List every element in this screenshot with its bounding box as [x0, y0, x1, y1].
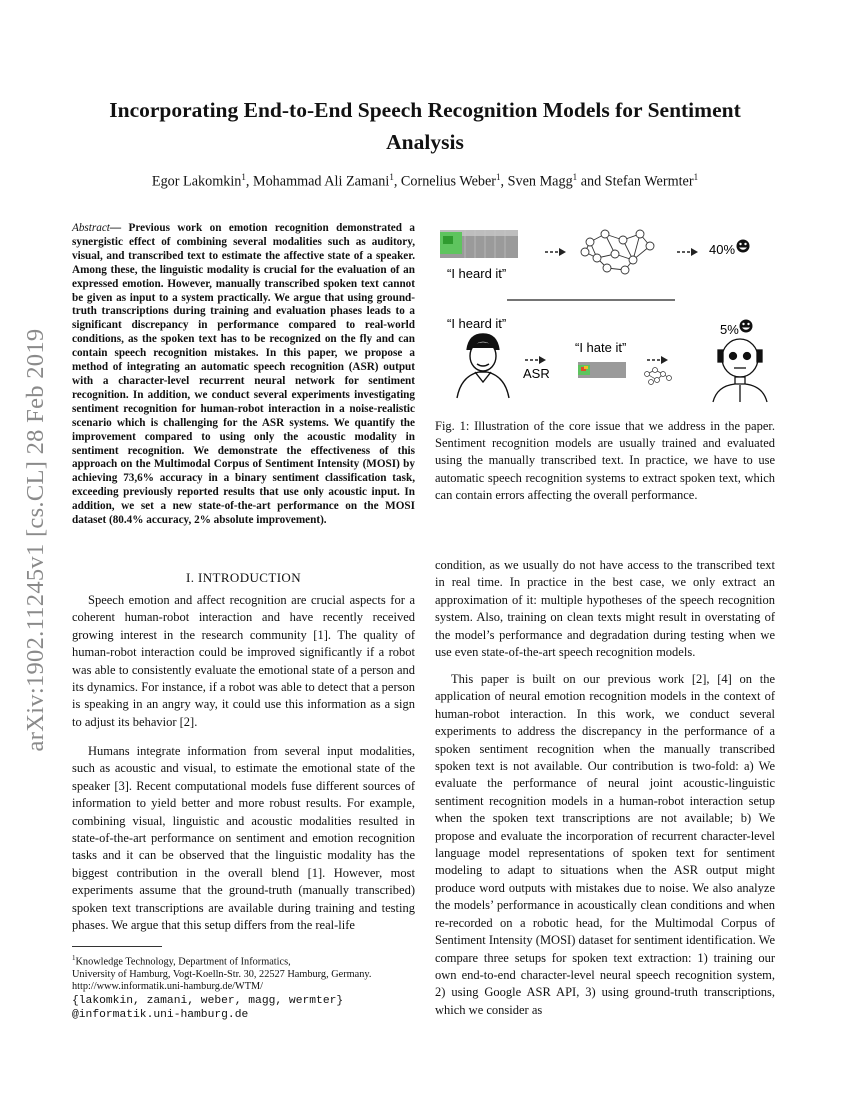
quote-ground-truth: “I heard it” — [447, 266, 507, 281]
sentiment-score-high: 40% — [709, 242, 736, 257]
arrow-icon — [545, 248, 566, 256]
affiliation-footnote: $^1$Knowledge Technology, Department of Informatics, University of Hamburg, Vogt-Koelln-Str. 30, 22527 Hamburg, Germany. http://www.informatik.uni-hamburg.de/WTM/ {lakomkin, zamani, weber, magg, wermter} @informatik.uni-hamburg.de — [72, 952, 422, 1022]
arrow-icon — [677, 248, 698, 256]
author-name: Mohammad Ali Zamani — [252, 173, 390, 190]
author-name: Egor Lakomkin — [151, 173, 242, 190]
author-name: Stefan Wermter — [604, 173, 694, 190]
quote-spoken: “I heard it” — [447, 316, 507, 331]
sentiment-score-low: 5% — [720, 322, 739, 337]
arxiv-identifier: arXiv:1902.11245v1 [cs.CL] 28 Feb 2019 — [22, 328, 49, 752]
abstract-label: Abstract — [72, 222, 110, 234]
happy-face-icon — [740, 320, 753, 333]
intro-paragraph-2-continued: condition, as we usually do not have access to the transcribed text in real time. In practice in the best case, we only extract an approximation of it: multiple hypotheses of the speech recognition system. Also, training on clean texts might result in overstating of the model’s performance and degradation during testing when we use even state-of-the-art speech recognition models. — [435, 558, 775, 660]
robot-head-icon — [713, 339, 767, 402]
neural-network-icon — [581, 230, 654, 274]
section-heading-introduction: I. INTRODUCTION — [185, 570, 302, 585]
email-domain: @informatik.uni-hamburg.de — [72, 1008, 249, 1021]
intro-paragraph-3: This paper is built on our previous work [2], [4] on the application of neural emotion recognition models in the context of human-robot interaction. In this work, we conduct several experiments to address the discrepancy in the performance of a spoken sentiment recognition when the manually transcribed spoken text is not available. Our contribution is two-fold: a) We evaluate the performance of neural joint acoustic-linguistic sentiment recognition models in a human-robot interaction setup when the spoken text transcriptions are not available; b) We propose and evaluate the incorporation of recurrent character-level language model representations of spoken text for sentiment modeling to adapt to situations when the ASR output might produce word outputs with mistakes due to noise. We also analyze the models’ performance in acoustically clean conditions and when re-recorded on a robotic head, for the Multimodal Corpus of Sentiment Intensity (MOSI) dataset for sentiment identification. We compare three setups for spoken text extraction: 1) training our own end-to-end character-level neural speech recognition system, 2) using Google ASR API, 3) using ground-truth transcriptions, which we consider as — [435, 672, 775, 1017]
person-icon — [457, 334, 509, 398]
abstract — [72, 222, 415, 528]
neural-network-icon — [645, 368, 672, 385]
author-name: Sven Magg — [507, 173, 573, 190]
figure-1-illustration — [435, 222, 780, 412]
author-name: Cornelius Weber — [400, 173, 497, 190]
footnote-rule — [72, 946, 162, 947]
happy-face-icon — [737, 240, 750, 253]
intro-paragraph-2: Humans integrate information from several input modalities, such as acoustic and visual, to estimate the emotional state of the speaker [3]. Recent computational models fuse different sources of information to yield better and more robust results. For example, combining visual, linguistic and acoustic modalities resulted in state-of-the-art performance on sentiment and emotion recognition tasks and it can be observed that the linguistic modality has the biggest contribution in the overall blend [1]. However, most experiments assume that the ground-truth (manually transcribed) spoken text transcriptions are available during training and testing phases. We argue that this setup differs from the real-life — [72, 744, 415, 933]
intro-paragraph-1: Speech emotion and affect recognition are crucial aspects for a coherent human-robot interaction and have recently received growing interest in the research community [1]. The quality of human-robot interaction could be improved significantly if a robot was able to consistently evaluate the emotional state of a person and its dynamics. For instance, if a robot was able to detect that a person is speaking in an angry way, it could use this information as a sign to adjust its behavior [2]. — [72, 593, 415, 729]
email-list: {lakomkin, zamani, weber, magg, wermter} — [72, 994, 344, 1007]
arrow-icon — [647, 356, 668, 364]
spectrogram-icon — [440, 230, 518, 258]
spectrogram-icon — [578, 362, 626, 378]
author-list: Egor Lakomkin$^1$, Mohammad Ali Zamani$^1$, Cornelius Weber$^1$, Sven Magg$^1$ and Stefan Wermter$^1$ — [151, 172, 699, 190]
quote-recognized: “I hate it” — [575, 340, 627, 355]
paper-title: Incorporating End-to-End Speech Recognition Models for Sentiment Analysis — [109, 98, 741, 154]
asr-label: ASR — [523, 366, 550, 381]
arrow-icon — [525, 356, 546, 364]
figure-1-caption: Fig. 1: Illustration of the core issue that we address in the paper. Sentiment recognition models are usually trained and evaluated using the manually transcribed text. In practice, we have to use automatic speech recognition systems to extract spoken text, which can contain errors affecting the overall performance. — [435, 419, 775, 502]
abstract-text: — Previous work on emotion recognition demonstrated a synergistic effect of combining several modalities such as auditory, visual, and transcribed text to estimate the affective state of a speaker. Among these, the linguistic modality is crucial for the evaluation of an expressed emotion. However, manually transcribed spoken text cannot be given as input to a system practically. We argue that using ground-truth transcriptions during training and evaluation phases leads to a significant discrepancy in performance compared to real-world conditions, as the spoken text has to be recognized on the fly and can contain speech recognition mistakes. In this paper, we propose a method of integrating an automatic speech recognition (ASR) output with a character-level recurrent neural network for sentiment recognition. In addition, we conduct several experiments investigating sentiment recognition for human-robot interaction in a noise-realistic scenario which is challenging for the ASR systems. We quantify the improvement compared to using only the acoustic modality in sentiment recognition. We demonstrate the effectiveness of this approach on the Multimodal Corpus of Sentiment Intensity (MOSI) by achieving 73,6% accuracy in a binary sentiment classification task, exceeding previously reported results that use only acoustic input. In addition, we set a new state-of-the-art performance on the MOSI dataset (80.4% accuracy, 2% absolute improvement). — [72, 222, 415, 527]
